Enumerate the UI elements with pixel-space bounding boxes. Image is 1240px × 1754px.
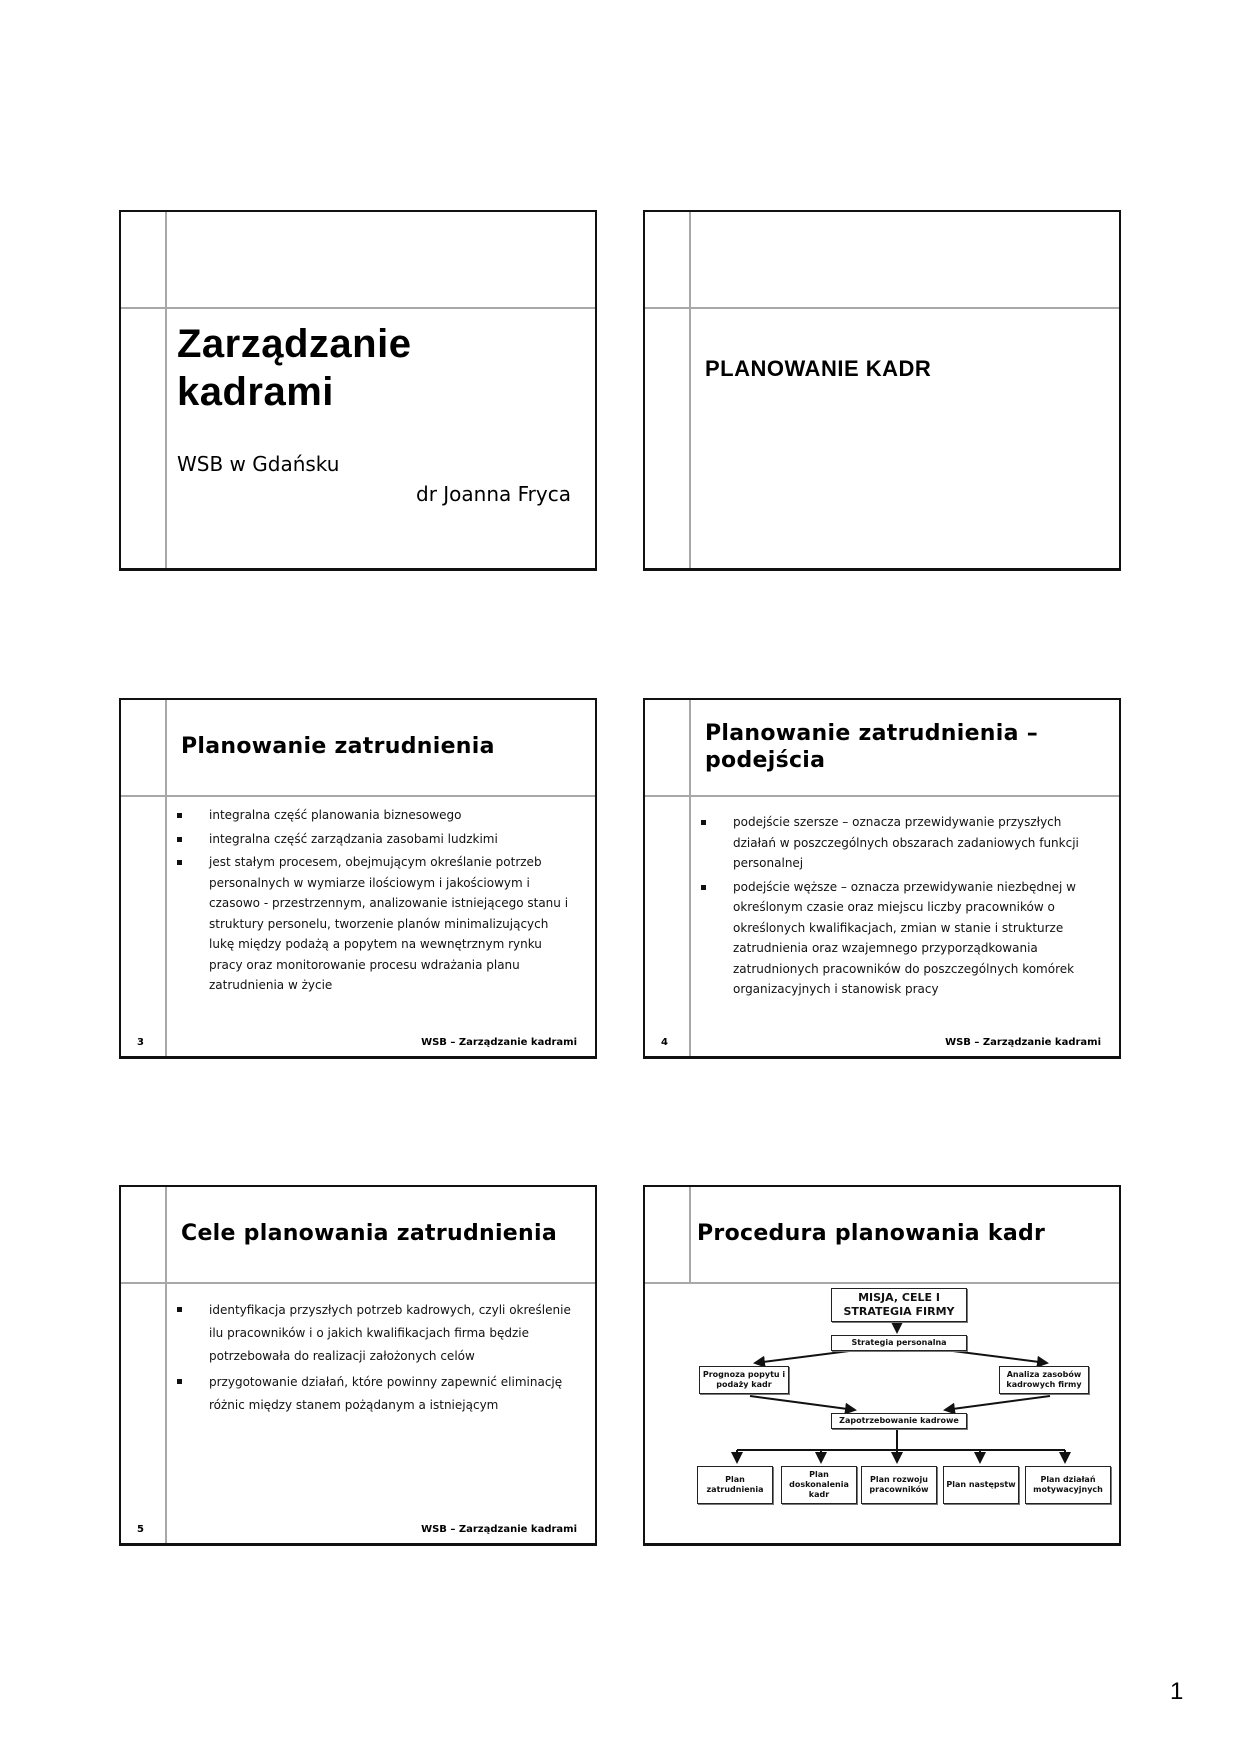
slide-horizontal-divider xyxy=(645,307,1119,309)
bullet-text: podejście szersze – oznacza przewidywanie przyszłych działań w poszczególnych obszarach zadaniowych funkcji personalnej xyxy=(733,815,1079,870)
bullet-square-icon xyxy=(177,813,182,818)
bullet-square-icon xyxy=(701,885,706,890)
bullet-list xyxy=(697,812,1099,1003)
slide-vertical-divider xyxy=(165,1187,167,1543)
section-title: PLANOWANIE KADR xyxy=(705,356,932,381)
bullet-square-icon xyxy=(177,1379,182,1384)
list-item xyxy=(173,1299,575,1368)
slide-vertical-divider xyxy=(689,700,691,1056)
list-item xyxy=(173,852,575,996)
slide-horizontal-divider xyxy=(645,795,1119,797)
bullet-text: jest stałym procesem, obejmującym określanie potrzeb personalnych w wymiarze ilościowym i jakościowym i czasowo - przestrzennym, analizowanie istniejącego stanu i struktury personelu, tworzenie planów minimalizujących lukę między podażą a popytem na wewnętrznym rynku pracy oraz monitorowanie procesu wdrażania planu zatrudnienia w życie xyxy=(209,855,569,992)
slide-number: 4 xyxy=(661,1037,668,1048)
slide-vertical-divider xyxy=(689,1187,691,1284)
flow-box-plan-development: Plan rozwoju pracowników xyxy=(861,1466,937,1504)
flow-box-plan-employment: Plan zatrudnienia xyxy=(697,1466,773,1504)
bullet-square-icon xyxy=(177,837,182,842)
flow-box-hr-strategy: Strategia personalna xyxy=(831,1335,967,1351)
slide-title: Planowanie zatrudnienia – podejścia xyxy=(705,721,1038,773)
bullet-square-icon xyxy=(701,820,706,825)
list-item xyxy=(173,829,575,850)
bullet-list xyxy=(173,1299,575,1420)
slide-title: Cele planowania zatrudnienia xyxy=(181,1221,557,1247)
procedure-flowchart xyxy=(645,1284,1119,1543)
school-name: WSB w Gdańsku xyxy=(177,452,340,476)
flow-box-demand-forecast: Prognoza popytu i podaży kadr xyxy=(699,1366,789,1394)
slide-vertical-divider xyxy=(165,212,167,568)
flow-box-plan-training: Plan doskonalenia kadr xyxy=(781,1466,857,1504)
bullet-text: przygotowanie działań, które powinny zapewnić eliminację różnic między stanem pożądanym a istniejącym xyxy=(209,1375,563,1412)
slide-1-title xyxy=(119,210,597,571)
slide-vertical-divider xyxy=(165,700,167,1056)
slide-footer: WSB – Zarządzanie kadrami xyxy=(421,1037,577,1048)
flow-box-staffing-demand: Zapotrzebowanie kadrowe xyxy=(831,1413,967,1429)
flow-box-mission: MISJA, CELE I STRATEGIA FIRMY xyxy=(831,1288,967,1322)
bullet-text: identyfikacja przyszłych potrzeb kadrowych, czyli określenie ilu pracowników i o jakich kwalifikacjach firma będzie potrzebowała do realizacji założonych celów xyxy=(209,1303,571,1363)
slide-5 xyxy=(119,1185,597,1546)
slide-footer: WSB – Zarządzanie kadrami xyxy=(945,1037,1101,1048)
slide-6-flowchart xyxy=(643,1185,1121,1546)
slide-2-section xyxy=(643,210,1121,571)
list-item xyxy=(173,1371,575,1417)
bullet-square-icon xyxy=(177,1307,182,1312)
bullet-list xyxy=(173,805,575,999)
bullet-text: podejście węższe – oznacza przewidywanie niezbędnej w określonym czasie oraz miejscu liczby pracowników o określonych kwalifikacjach, zmian w stanie i strukturze zatrudnienia oraz wzajemnego przyporządkowania zatrudnionych pracowników do poszczególnych komórek organizacyjnych i stanowisk pracy xyxy=(733,879,1076,996)
slide-number: 3 xyxy=(137,1037,144,1048)
list-item xyxy=(697,812,1099,874)
slide-number: 5 xyxy=(137,1524,144,1535)
flow-box-plan-succession: Plan następstw xyxy=(943,1466,1019,1504)
list-item xyxy=(173,805,575,826)
title-line-2: kadrami xyxy=(177,370,334,414)
slide-4 xyxy=(643,698,1121,1059)
flow-box-resource-analysis: Analiza zasobów kadrowych firmy xyxy=(999,1366,1089,1394)
slide-title: Procedura planowania kadr xyxy=(697,1221,1046,1247)
bullet-text: integralna część zarządzania zasobami ludzkimi xyxy=(209,831,498,846)
slide-horizontal-divider xyxy=(121,795,595,797)
slide-3 xyxy=(119,698,597,1059)
bullet-text: integralna część planowania biznesowego xyxy=(209,808,462,822)
slide-horizontal-divider xyxy=(121,1282,595,1284)
title-line-1: Zarządzanie xyxy=(177,322,412,366)
slide-title: Planowanie zatrudnienia xyxy=(181,734,495,760)
slide-horizontal-divider xyxy=(121,307,595,309)
slide-footer: WSB – Zarządzanie kadrami xyxy=(421,1524,577,1535)
author-name: dr Joanna Fryca xyxy=(416,482,571,506)
slide-vertical-divider xyxy=(689,212,691,568)
flow-box-plan-motivation: Plan działań motywacyjnych xyxy=(1025,1466,1111,1504)
bullet-square-icon xyxy=(177,860,182,865)
presentation-title xyxy=(177,320,411,416)
page-number: 1 xyxy=(1170,1678,1184,1705)
list-item xyxy=(697,877,1099,1000)
